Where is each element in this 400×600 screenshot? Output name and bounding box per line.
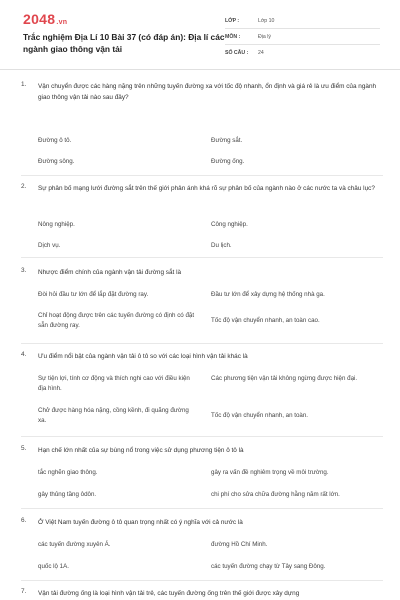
question-number: 6. xyxy=(21,517,27,524)
question-text: Ở Việt Nam tuyến đường ô tô quan trọng nhất có ý nghĩa với cả nước là xyxy=(38,519,243,526)
divider xyxy=(21,436,383,437)
answer-option[interactable]: tắc nghẽn giao thông. xyxy=(38,469,98,476)
question-text: Nhược điểm chính của ngành vận tải đường sắt là xyxy=(38,269,182,276)
divider xyxy=(21,175,383,176)
meta-key: SỐ CÂU : xyxy=(225,50,249,56)
answer-option[interactable]: Công nghiệp. xyxy=(211,221,248,228)
question-text: Vận tải đường ống là loại hình vận tải trẻ, các tuyến đường ống trên thế giới được xây dựng xyxy=(38,590,300,597)
logo-suffix: .vn xyxy=(56,19,68,26)
answer-option[interactable]: gây ra vấn đề nghiêm trọng về môi trường. xyxy=(211,469,329,476)
answer-option[interactable]: chi phí cho sửa chữa đường hằng năm rất lớn. xyxy=(211,491,340,498)
question-number: 3. xyxy=(21,267,27,274)
page-header xyxy=(0,0,400,70)
question-text: Sự phân bố mạng lưới đường sắt trên thế giới phản ánh khá rõ sự phân bố của ngành nào ở các nước ta và châu lục? xyxy=(38,185,375,192)
answer-option[interactable]: Tốc độ vận chuyển nhanh, an toàn cao. xyxy=(211,317,320,324)
answer-option[interactable]: Du lịch. xyxy=(211,242,232,249)
answer-option[interactable]: các tuyến đường chạy từ Tây sang Đông. xyxy=(211,563,326,570)
divider xyxy=(21,580,383,581)
answer-option[interactable]: Đòi hỏi đầu tư lớn để lắp đặt đường ray. xyxy=(38,291,149,298)
meta-key: MÔN : xyxy=(225,33,241,40)
meta-table xyxy=(225,13,380,61)
meta-row-subject xyxy=(225,29,380,45)
divider xyxy=(21,343,383,344)
answer-option[interactable]: đường Hồ Chí Minh. xyxy=(211,541,268,548)
meta-row-count xyxy=(225,45,380,61)
answer-option[interactable]: Đường sông. xyxy=(38,158,75,165)
meta-value: 24 xyxy=(258,50,264,56)
answer-option[interactable]: Sự tiện lợi, tính cơ động và thích nghi cao với điều kiện địa hình. xyxy=(38,375,190,392)
answer-option[interactable]: gây thủng tầng ôdôn. xyxy=(38,491,97,498)
question-number: 1. xyxy=(21,81,27,88)
answer-option[interactable]: Chở được hàng hóa nặng, cồng kềnh, đi quãng đường xa. xyxy=(38,407,189,424)
question-number: 7. xyxy=(21,588,27,595)
answer-option[interactable]: Đầu tư lớn để xây dựng hệ thống nhà ga. xyxy=(211,291,325,298)
question-text: Vận chuyển được các hàng nặng trên những tuyến đường xa với tốc độ nhanh, ổn định và giá rẻ là ưu điểm của ngành giao thông vận tải nào sau đây? xyxy=(38,83,377,101)
answer-option[interactable]: Dịch vụ. xyxy=(38,242,61,249)
question-number: 2. xyxy=(21,183,27,190)
logo-main: 2048 xyxy=(23,11,56,27)
answer-option[interactable]: Các phương tiện vận tải không ngừng được hiện đại. xyxy=(211,375,358,382)
question-text: Ưu điểm nổi bật của ngành vận tải ô tô so với các loại hình vận tải khác là xyxy=(38,353,248,360)
answer-option[interactable]: Tốc độ vận chuyển nhanh, an toàn. xyxy=(211,412,309,419)
answer-option[interactable]: Nông nghiệp. xyxy=(38,221,75,228)
meta-value: Lớp 10 xyxy=(258,17,275,24)
answer-option[interactable]: Chỉ hoạt động được trên các tuyến đường có định có đặt sẵn đường ray. xyxy=(38,312,195,329)
question-text: Hạn chế lớn nhất của sự bùng nổ trong việc sử dụng phương tiện ô tô là xyxy=(38,447,244,454)
answer-option[interactable]: các tuyến đường xuyên Á. xyxy=(38,541,111,548)
meta-value: Địa lý xyxy=(258,33,271,40)
answer-option[interactable]: quốc lộ 1A. xyxy=(38,563,69,570)
document-title: Trắc nghiệm Địa Lí 10 Bài 37 (có đáp án): Địa lí các ngành giao thông vận tải xyxy=(23,32,225,54)
answer-option[interactable]: Đường sắt. xyxy=(211,137,243,144)
question-number: 5. xyxy=(21,445,27,452)
meta-row-class xyxy=(225,13,380,29)
answer-option[interactable]: Đường ống. xyxy=(211,158,245,165)
answer-option[interactable]: Đường ô tô. xyxy=(38,137,72,144)
site-logo[interactable] xyxy=(23,11,67,27)
meta-key: LỚP : xyxy=(225,17,240,24)
divider xyxy=(21,508,383,509)
question-number: 4. xyxy=(21,351,27,358)
divider xyxy=(21,257,383,258)
